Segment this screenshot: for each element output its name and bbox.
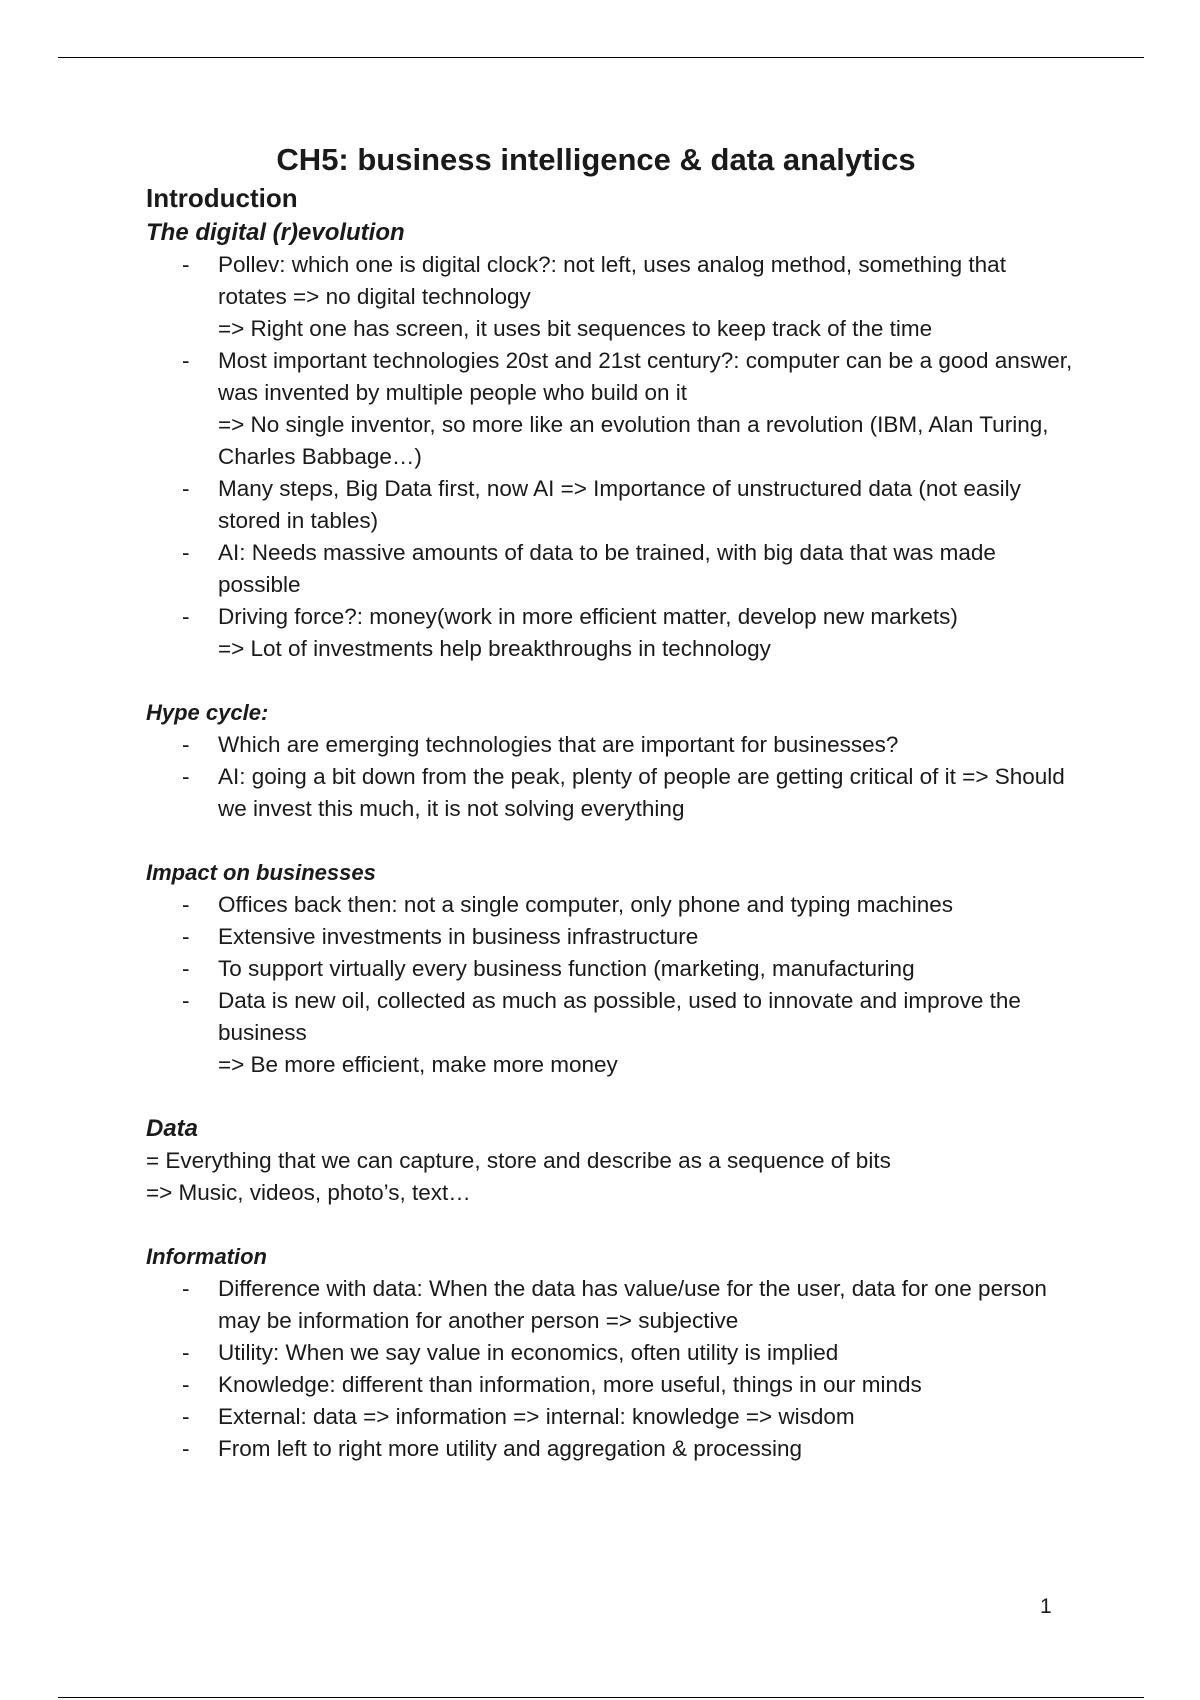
item-text: => No single inventor, so more like an evolution than a revolution (IBM, Alan Turing, Charles Babbage…) bbox=[218, 412, 1049, 469]
item-text: Driving force?: money(work in more efficient matter, develop new markets) bbox=[218, 604, 958, 629]
list-item bbox=[146, 345, 1076, 473]
section-heading: Data bbox=[146, 1115, 199, 1142]
section-heading: Information bbox=[146, 1244, 267, 1269]
list-item bbox=[146, 601, 1076, 665]
section-digital-revolution bbox=[146, 217, 1076, 665]
section-data bbox=[146, 1113, 1076, 1209]
bullet-list bbox=[146, 1273, 1076, 1465]
item-text: Utility: When we say value in economics, often utility is implied bbox=[218, 1340, 839, 1365]
bullet-dash: - bbox=[182, 988, 190, 1013]
list-item bbox=[146, 985, 1076, 1081]
bullet-dash: - bbox=[182, 348, 190, 373]
item-text: Difference with data: When the data has value/use for the user, data for one person may be information for another person => subjective bbox=[218, 1276, 1047, 1333]
bullet-list bbox=[146, 889, 1076, 1081]
bullet-dash: - bbox=[182, 1340, 190, 1365]
list-item bbox=[146, 761, 1076, 825]
document-page bbox=[146, 141, 1076, 1465]
item-text: External: data => information => internal: knowledge => wisdom bbox=[218, 1404, 855, 1429]
item-text: => Be more efficient, make more money bbox=[218, 1052, 618, 1077]
item-text: Knowledge: different than information, more useful, things in our minds bbox=[218, 1372, 922, 1397]
bullet-list bbox=[146, 729, 1076, 825]
item-text: => Right one has screen, it uses bit sequences to keep track of the time bbox=[218, 316, 933, 341]
list-item bbox=[146, 1433, 1076, 1465]
item-text: Which are emerging technologies that are important for businesses? bbox=[218, 732, 899, 757]
list-item bbox=[146, 1369, 1076, 1401]
list-item bbox=[146, 1273, 1076, 1337]
section-impact-on-businesses bbox=[146, 857, 1076, 1081]
footer-rule bbox=[58, 1697, 1144, 1698]
bullet-dash: - bbox=[182, 1436, 190, 1461]
item-text: AI: Needs massive amounts of data to be trained, with big data that was made possible bbox=[218, 540, 996, 597]
list-item bbox=[146, 1401, 1076, 1433]
item-text: => Lot of investments help breakthroughs in technology bbox=[218, 636, 771, 661]
bullet-dash: - bbox=[182, 1404, 190, 1429]
item-text: AI: going a bit down from the peak, plenty of people are getting critical of it => Should we invest this much, it is not solving everything bbox=[218, 764, 1065, 821]
section-heading: Hype cycle: bbox=[146, 700, 269, 725]
section-information bbox=[146, 1241, 1076, 1465]
list-item bbox=[146, 953, 1076, 985]
list-item bbox=[146, 537, 1076, 601]
item-text: Data is new oil, collected as much as possible, used to innovate and improve the business bbox=[218, 988, 1021, 1045]
bullet-dash: - bbox=[182, 1276, 190, 1301]
page-number: 1 bbox=[1040, 1595, 1052, 1618]
item-text: From left to right more utility and aggregation & processing bbox=[218, 1436, 803, 1461]
bullet-dash: - bbox=[182, 476, 190, 501]
list-item bbox=[146, 1337, 1076, 1369]
bullet-dash: - bbox=[182, 924, 190, 949]
bullet-dash: - bbox=[182, 892, 190, 917]
section-heading: The digital (r)evolution bbox=[146, 219, 405, 246]
item-text: Pollev: which one is digital clock?: not left, uses analog method, something that rotates => no digital technology bbox=[218, 252, 1006, 309]
bullet-dash: - bbox=[182, 732, 190, 757]
bullet-dash: - bbox=[182, 764, 190, 789]
bullet-dash: - bbox=[182, 1372, 190, 1397]
paragraph: => Music, videos, photo’s, text… bbox=[146, 1180, 471, 1205]
list-item bbox=[146, 729, 1076, 761]
item-text: Extensive investments in business infrastructure bbox=[218, 924, 699, 949]
item-text: Most important technologies 20st and 21st century?: computer can be a good answer, was invented by multiple people who build on it bbox=[218, 348, 1073, 405]
bullet-dash: - bbox=[182, 252, 190, 277]
list-item bbox=[146, 921, 1076, 953]
bullet-list bbox=[146, 249, 1076, 665]
list-item bbox=[146, 249, 1076, 345]
document-title: CH5: business intelligence & data analytics bbox=[276, 142, 916, 177]
item-text: Offices back then: not a single computer, only phone and typing machines bbox=[218, 892, 954, 917]
item-text: To support virtually every business function (marketing, manufacturing bbox=[218, 956, 915, 981]
item-text: Many steps, Big Data first, now AI => Importance of unstructured data (not easily stored in tables) bbox=[218, 476, 1021, 533]
header-rule bbox=[58, 57, 1144, 58]
list-item bbox=[146, 473, 1076, 537]
section-heading: Impact on businesses bbox=[146, 860, 376, 885]
introduction-heading: Introduction bbox=[146, 183, 298, 213]
bullet-dash: - bbox=[182, 604, 190, 629]
bullet-dash: - bbox=[182, 956, 190, 981]
list-item bbox=[146, 889, 1076, 921]
section-hype-cycle bbox=[146, 697, 1076, 825]
bullet-dash: - bbox=[182, 540, 190, 565]
paragraph: = Everything that we can capture, store and describe as a sequence of bits bbox=[146, 1148, 891, 1173]
